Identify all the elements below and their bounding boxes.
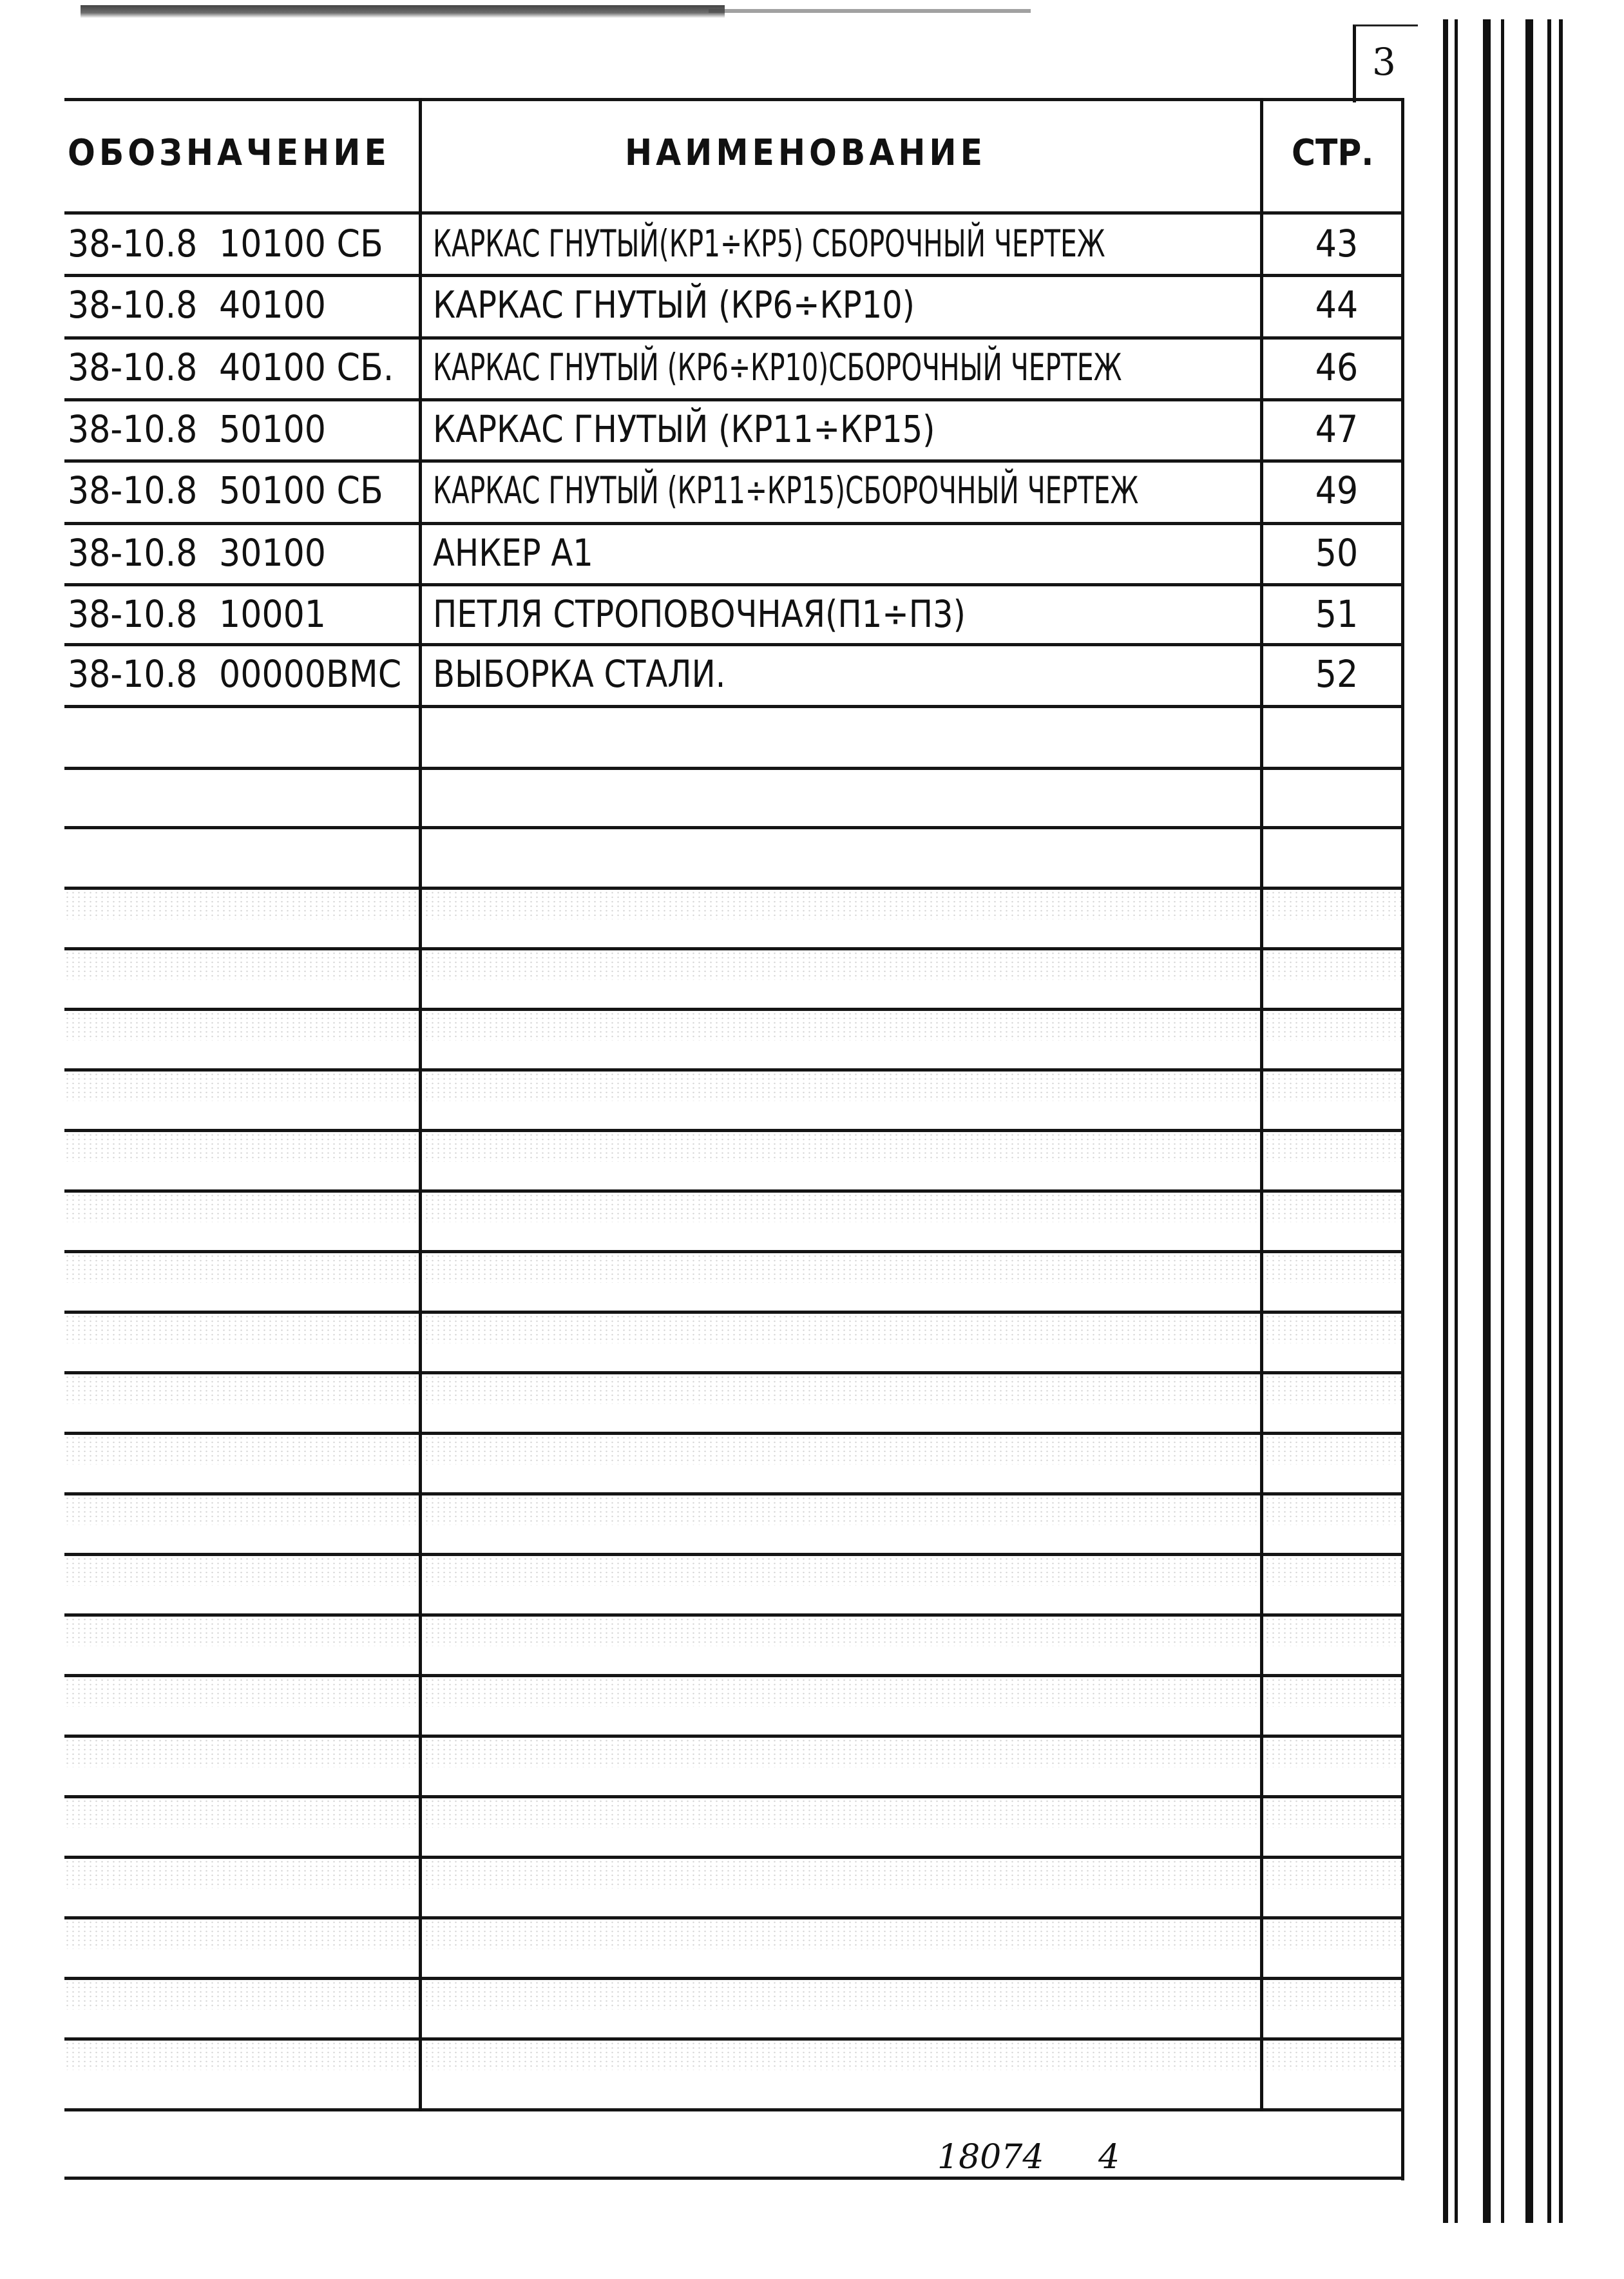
row-divider [64,336,1404,340]
row-divider [64,1250,1404,1253]
row-divider [64,1311,1404,1314]
scan-noise [64,1133,1404,1162]
row-number: 10100 СБ [219,222,383,265]
row-number: 40100 СБ. [219,345,394,389]
row-code: 38-10.8 [68,222,198,265]
scan-noise [64,2041,1404,2070]
row-page: 51 [1315,592,1359,636]
row-code: 38-10.8 [68,283,198,327]
scan-noise [64,1981,1404,2010]
row-divider [64,1129,1404,1132]
row-number: 50100 СБ [219,468,383,512]
row-divider [64,1674,1404,1677]
table-border-top [64,98,1404,101]
row-divider [64,1371,1404,1374]
row-page: 43 [1315,222,1359,265]
row-divider [64,274,1404,277]
scan-noise [64,1860,1404,1889]
row-code: 38-10.8 [68,652,198,696]
binding-edge [1559,19,1563,2223]
sheet-number: 3 [1372,40,1396,84]
column-header-designation: ОБОЗНАЧЕНИЕ [68,132,390,174]
header-divider [64,211,1404,215]
scan-noise [64,1557,1404,1586]
row-divider [64,1553,1404,1556]
scan-noise [64,1617,1404,1646]
column-divider [419,98,422,2111]
scan-noise [64,1254,1404,1283]
row-divider [64,459,1404,463]
row-name: КАРКАС ГНУТЫЙ (КР11÷КР15)СБОРОЧНЫЙ ЧЕРТЕЖ [433,468,1139,512]
row-name: КАРКАС ГНУТЫЙ(КР1÷КР5) СБОРОЧНЫЙ ЧЕРТЕЖ [433,222,1105,265]
row-divider [64,767,1404,770]
row-divider [64,826,1404,829]
scan-noise [64,1375,1404,1404]
row-name: ПЕТЛЯ СТРОПОВОЧНАЯ(П1÷П3) [433,592,966,636]
row-divider [64,1916,1404,1919]
row-code: 38-10.8 [68,592,198,636]
row-divider [64,1795,1404,1798]
scan-noise [64,1012,1404,1041]
row-divider [64,705,1404,708]
archive-number: 18074 [937,2138,1044,2177]
column-header-page: СТР. [1292,132,1374,174]
row-divider [64,1492,1404,1495]
row-divider [64,2177,1404,2180]
scan-noise [64,951,1404,980]
scan-noise [64,1799,1404,1828]
binding-edge [1501,19,1504,2223]
scan-noise [64,1436,1404,1465]
column-header-name: НАИМЕНОВАНИЕ [625,132,987,174]
row-page: 52 [1315,652,1359,696]
row-page: 44 [1315,283,1359,327]
row-divider [64,522,1404,525]
row-divider [64,887,1404,890]
binding-edge [1525,19,1533,2223]
column-divider [1260,98,1263,2111]
scan-noise [64,1920,1404,1949]
row-divider [64,2108,1404,2111]
row-code: 38-10.8 [68,407,198,451]
scan-noise [64,1496,1404,1525]
row-divider [64,1432,1404,1435]
row-divider [64,1977,1404,1980]
top-border-scan [709,9,1031,13]
scan-noise [64,1314,1404,1343]
row-number: 40100 [219,283,326,327]
top-border-scan [81,5,725,18]
scan-noise [64,1738,1404,1767]
row-name: КАРКАС ГНУТЫЙ (КР6÷КР10) [433,283,915,327]
binding-edge [1483,19,1491,2223]
row-name: ВЫБОРКА СТАЛИ. [433,652,726,696]
row-divider [64,1735,1404,1738]
binding-edge [1443,19,1448,2223]
row-divider [64,2037,1404,2041]
row-page: 49 [1315,468,1359,512]
row-divider [64,1189,1404,1193]
row-number: 00000ВМС [219,652,402,696]
row-divider [64,583,1404,586]
row-divider [64,1613,1404,1617]
row-code: 38-10.8 [68,468,198,512]
scan-noise [64,1678,1404,1707]
row-divider [64,1068,1404,1072]
row-divider [64,1008,1404,1011]
row-name: КАРКАС ГНУТЫЙ (КР11÷КР15) [433,407,935,451]
row-code: 38-10.8 [68,531,198,575]
row-name: КАРКАС ГНУТЫЙ (КР6÷КР10)СБОРОЧНЫЙ ЧЕРТЕЖ [433,345,1122,389]
sheet-mark: 4 [1098,2138,1120,2177]
scan-noise [64,890,1404,919]
table-border-right [1401,98,1404,2180]
row-page: 47 [1315,407,1359,451]
row-divider [64,947,1404,950]
row-divider [64,1856,1404,1859]
row-page: 46 [1315,345,1359,389]
scan-noise [64,1193,1404,1222]
scan-noise [64,1072,1404,1101]
row-name: АНКЕР А1 [433,531,593,575]
binding-edge [1455,19,1458,2223]
row-number: 50100 [219,407,326,451]
row-number: 30100 [219,531,326,575]
row-divider [64,643,1404,646]
row-number: 10001 [219,592,326,636]
binding-edge [1547,19,1551,2223]
row-code: 38-10.8 [68,345,198,389]
row-page: 50 [1315,531,1359,575]
row-divider [64,398,1404,401]
